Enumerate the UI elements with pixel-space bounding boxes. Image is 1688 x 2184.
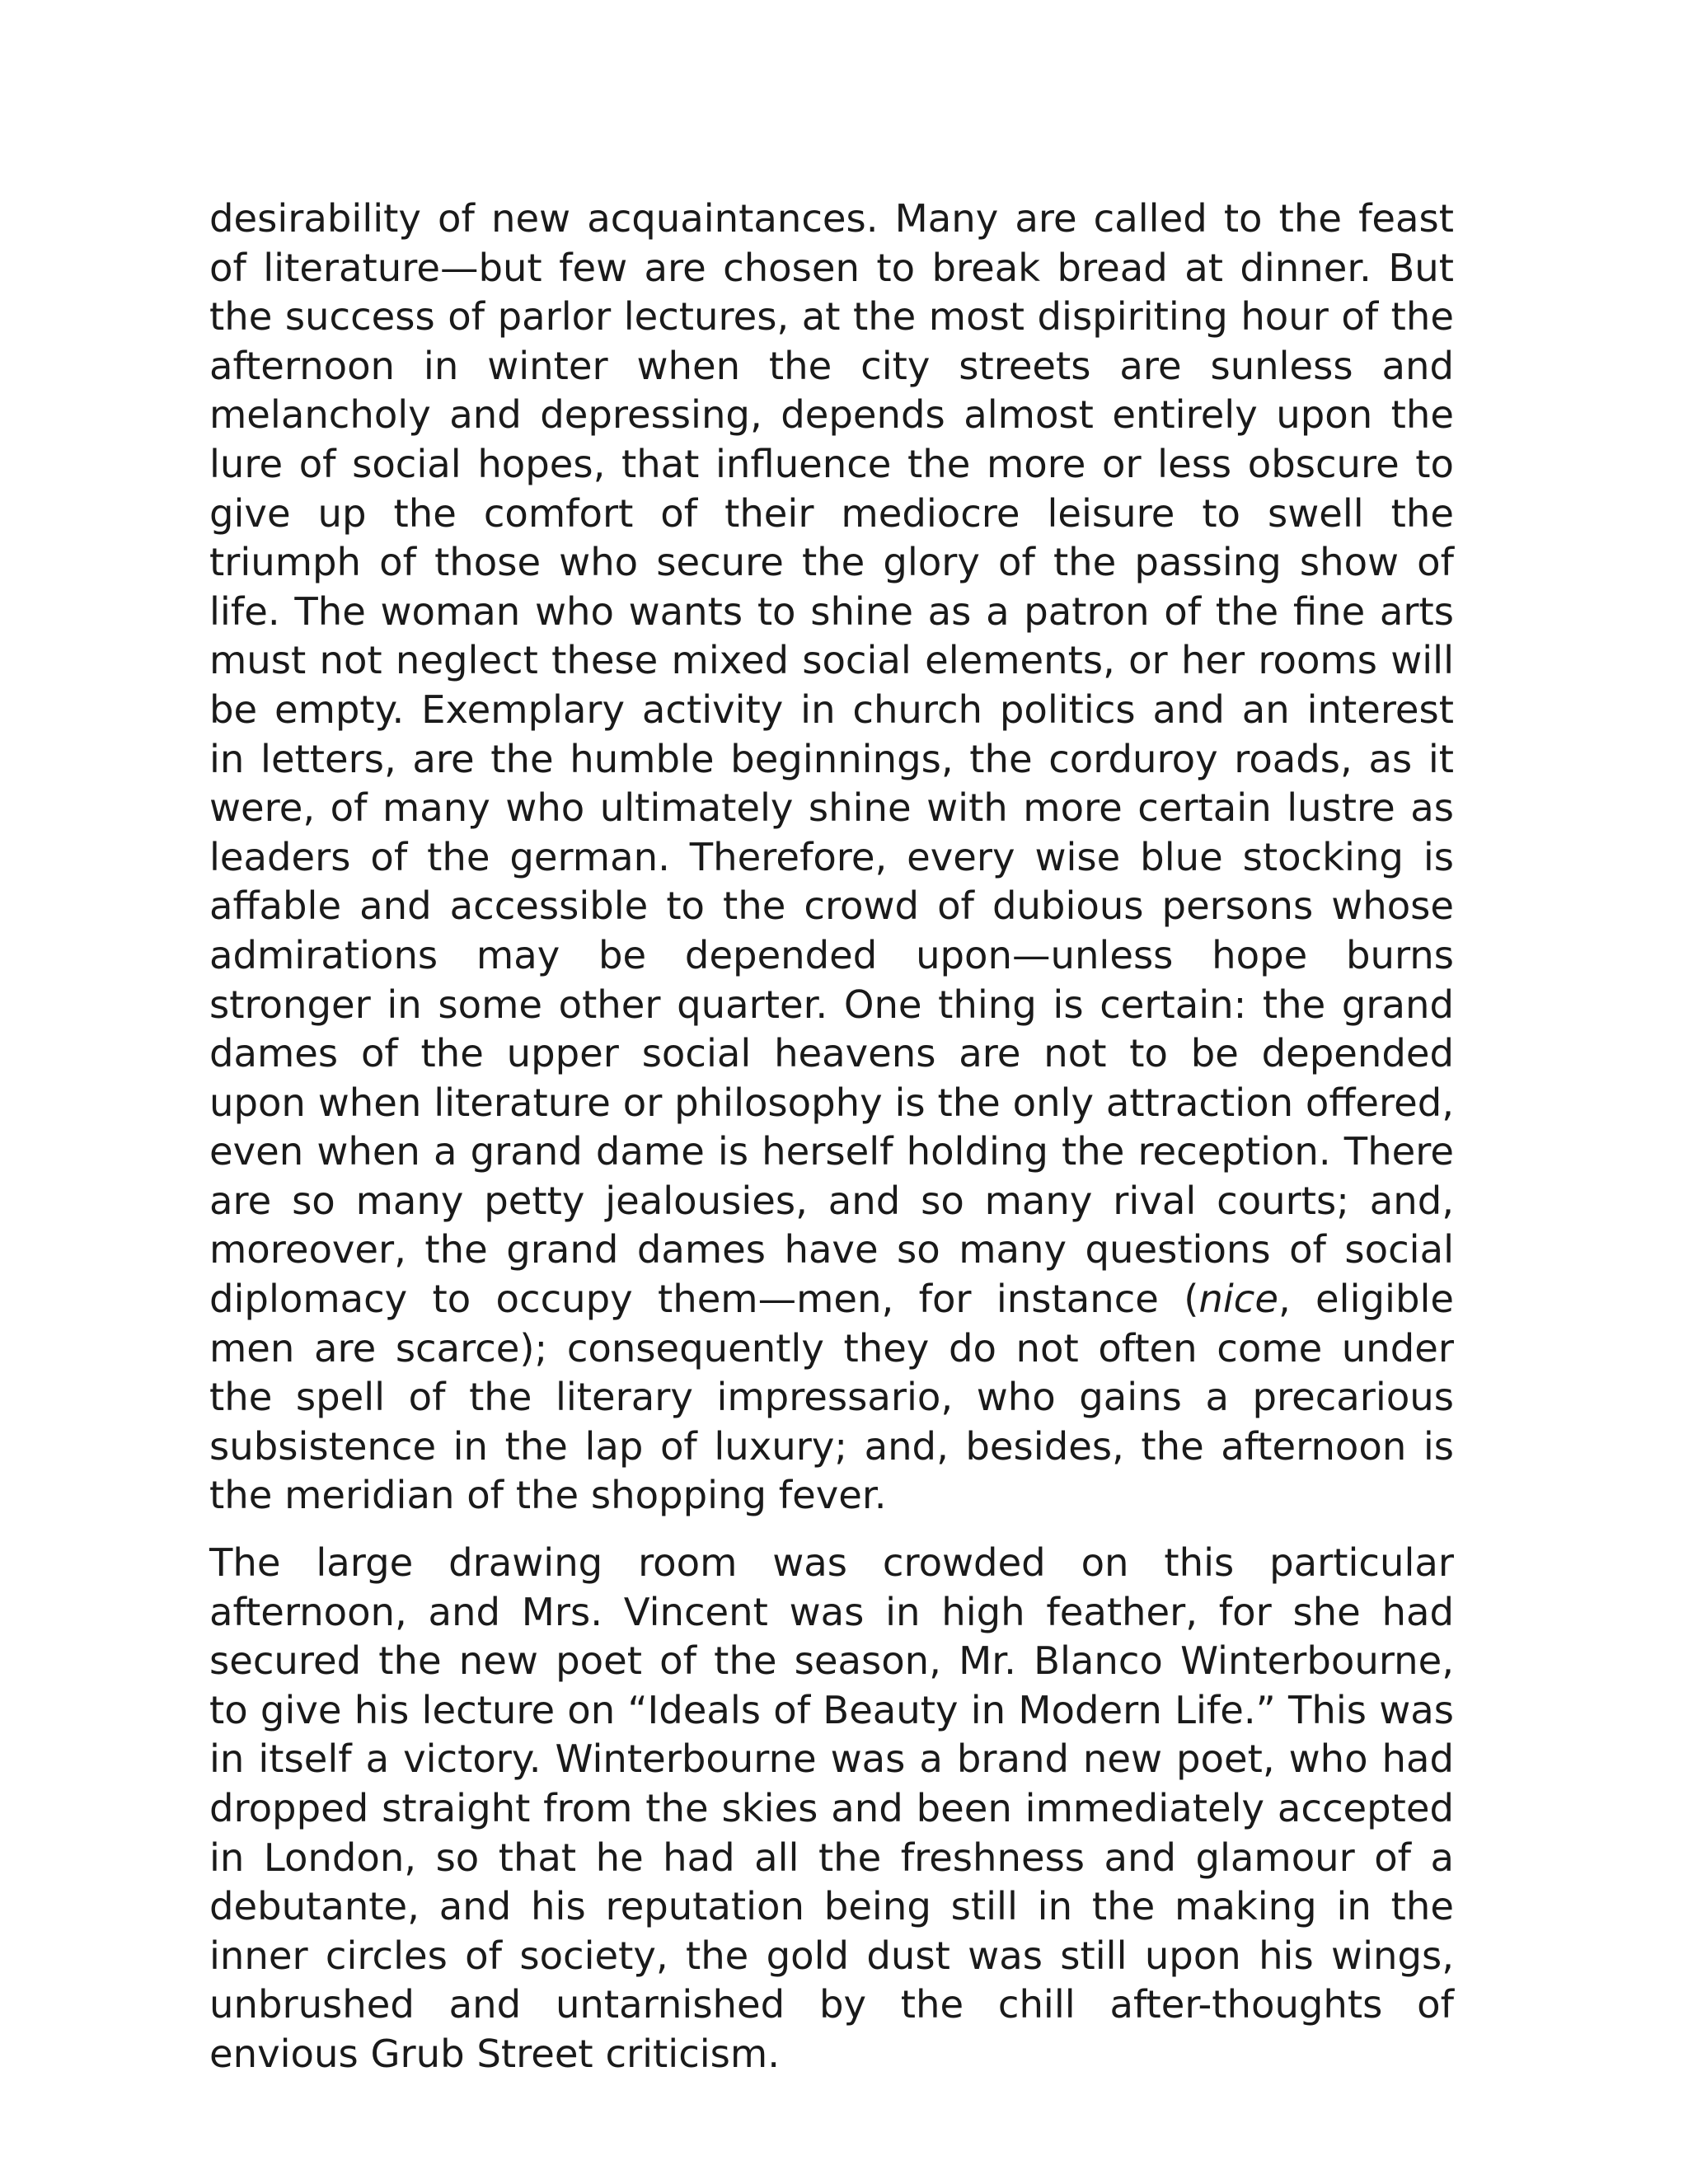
paragraph-1-text-a: desirability of new acquaintances. Many are called to the feast of literature—but few are chosen to break bread at dinner. But the success of parlor lectures, at the most dispiriting hour of the afternoon in winter when the city streets are sunless and melancholy and depressing, depends almost entirely upon the lure of social hopes, that influence the more or less obscure to give up the comfort of their mediocre leisure to swell the triumph of those who secure the glory of the passing show of life. The woman who wants to shine as a patron of the fine arts must not neglect these mixed social elements, or her rooms will be empty. Exemplary activity in church politics and an interest in letters, are the humble beginnings, the corduroy roads, as it were, of many who ultimately shine with more certain lustre as leaders of the german. Therefore, every wise blue stocking is affable and accessible to the crowd of dubious persons whose admirations may be depended upon—unless hope burns stronger in some other quarter. One thing is certain: the grand dames of the upper social heavens are not to be depended upon when literature or philosophy is the only attraction offered, even when a grand dame is herself holding the reception. There are so many petty jealousies, and so many rival courts; and, moreover, the grand dames have so many questions of social diplomacy to occupy them—men, for instance (	[209, 196, 1454, 1322]
paragraph-2	[209, 1539, 1454, 2079]
paragraph-1	[209, 194, 1454, 1521]
paragraph-1-italic-nice: nice	[1198, 1277, 1278, 1322]
book-page	[209, 194, 1454, 2079]
paragraph-1-text-b: , eligible men are scarce); consequently they do not often come under the spell of the literary impressario, who gains a precarious subsistence in the lap of luxury; and, besides, the afternoon is the meridian of the shopping fever.	[209, 1277, 1454, 1518]
paragraph-2-text: The large drawing room was crowded on this particular afternoon, and Mrs. Vincent was in high feather, for she had secured the new poet of the season, Mr. Blanco Winterbourne, to give his lecture on “Ideals of Beauty in Modern Life.” This was in itself a victory. Winterbourne was a brand new poet, who had dropped straight from the skies and been immediately accepted in London, so that he had all the freshness and glamour of a debutante, and his reputation being still in the making in the inner circles of society, the gold dust was still upon his wings, unbrushed and untarnished by the chill after-thoughts of envious Grub Street criticism.	[209, 1540, 1454, 2076]
